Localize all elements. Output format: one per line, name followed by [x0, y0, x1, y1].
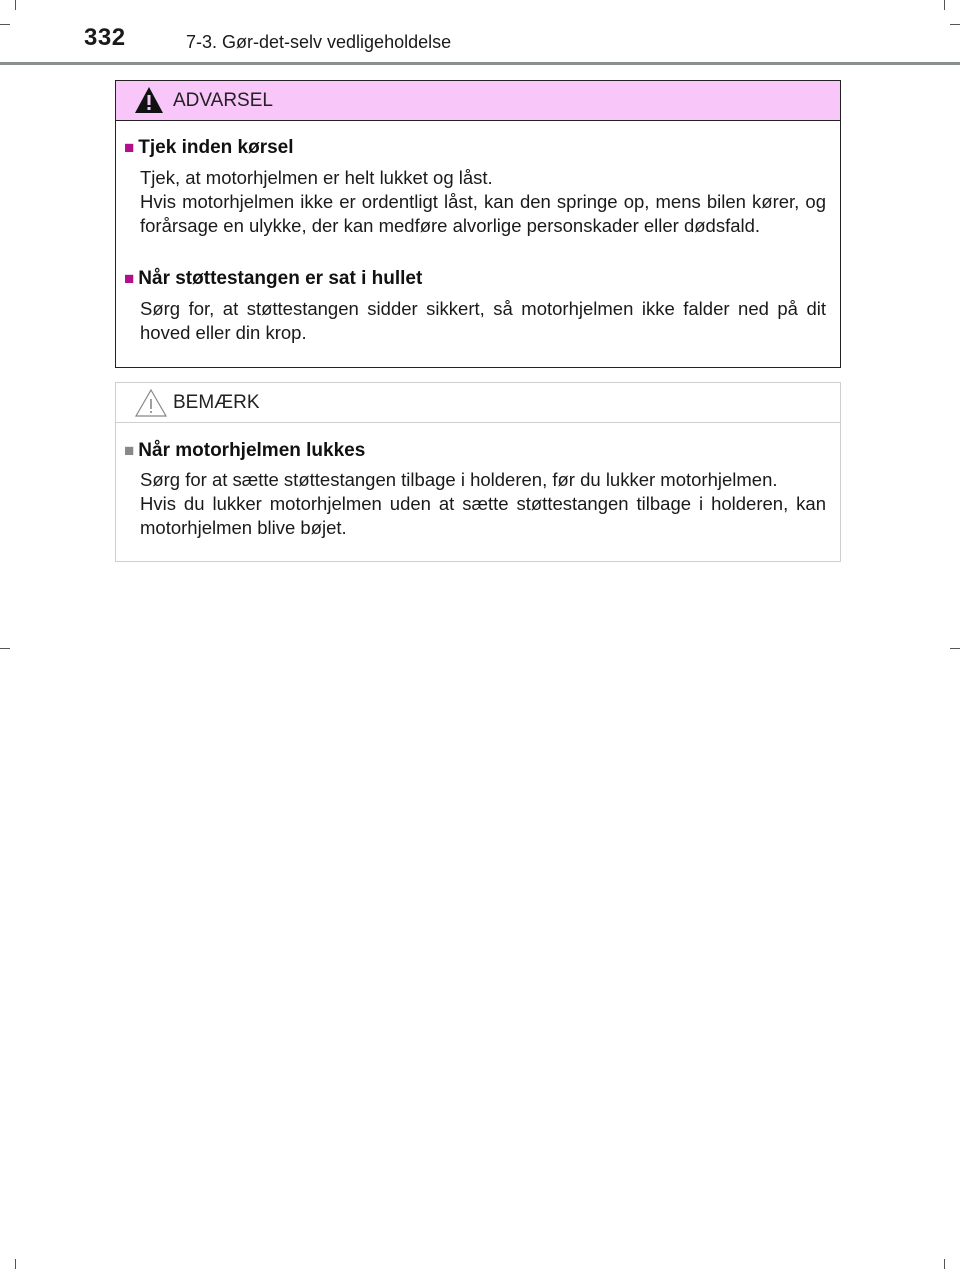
item-text: Hvis motorhjelmen ikke er ordentligt låst, kan den springe op, mens bilen kører, og forårsage en ulykke, der kan medføre alvorlige personskader eller dødsfald. — [140, 191, 826, 236]
item-text: Hvis du lukker motorhjelmen uden at sætte støttestangen tilbage i holderen, kan motorhjelmen blive bøjet. — [140, 493, 826, 538]
warning-header — [116, 81, 840, 121]
item-heading: ■ Når støttestangen er sat i hullet — [124, 268, 423, 289]
crop-mark — [944, 1259, 945, 1269]
page-number: 332 — [84, 24, 126, 51]
crop-mark — [15, 1259, 16, 1269]
crop-mark — [950, 648, 960, 649]
caution-triangle-icon — [134, 388, 168, 418]
item-body — [140, 468, 826, 540]
notice-label: BEMÆRK — [173, 392, 260, 413]
square-bullet-icon: ■ — [124, 269, 135, 288]
item-text: Sørg for at sætte støttestangen tilbage i holderen, før du lukker motorhjelmen. — [140, 469, 778, 490]
section-title: 7-3. Gør-det-selv vedligeholdelse — [186, 32, 452, 52]
page-header — [0, 0, 960, 66]
notice-header — [116, 383, 840, 423]
item-body — [140, 166, 826, 238]
item-heading: ■ Når motorhjelmen lukkes — [124, 440, 366, 461]
warning-label: ADVARSEL — [173, 90, 273, 111]
item-heading: ■ Tjek inden kørsel — [124, 137, 294, 158]
item-text: Tjek, at motorhjelmen er helt lukket og låst. — [140, 167, 493, 188]
square-bullet-icon: ■ — [124, 441, 135, 460]
warning-box — [115, 80, 841, 368]
header-divider — [0, 62, 960, 65]
warning-triangle-icon — [134, 86, 164, 114]
notice-box — [115, 382, 841, 562]
item-body — [140, 297, 826, 345]
item-text: Sørg for, at støttestangen sidder sikkert, så motorhjelmen ikke falder ned på dit hoved eller din krop. — [140, 298, 826, 343]
square-bullet-icon: ■ — [124, 138, 135, 157]
crop-mark — [0, 648, 10, 649]
